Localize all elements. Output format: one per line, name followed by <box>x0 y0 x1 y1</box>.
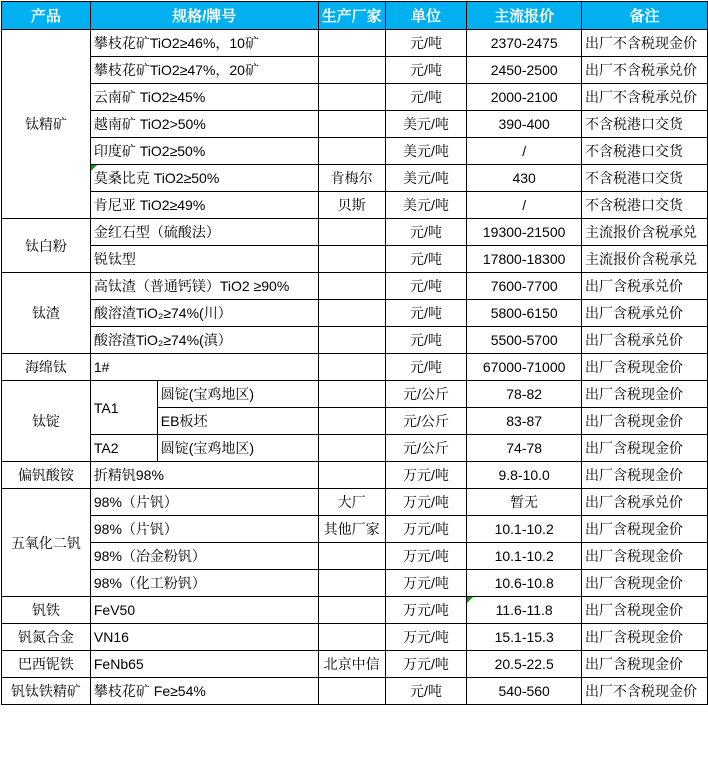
price-cell: 5500-5700 <box>467 327 582 354</box>
table-row <box>2 138 708 165</box>
header-note: 备注 <box>582 2 708 30</box>
spec-cell: 高钛渣（普通钙镁）TiO2 ≥90% <box>90 273 318 300</box>
note-cell: 出厂含税承兑价 <box>582 327 708 354</box>
spec-cell: 肯尼亚 TiO2≥49% <box>90 192 318 219</box>
note-cell: 不含税港口交货 <box>582 111 708 138</box>
unit-cell: 万元/吨 <box>385 570 467 597</box>
maker-cell <box>318 462 385 489</box>
maker-cell <box>318 300 385 327</box>
spec-cell: 金红石型（硫酸法） <box>90 219 318 246</box>
spec-cell: 锐钛型 <box>90 246 318 273</box>
maker-cell <box>318 273 385 300</box>
product-cell: 钒钛铁精矿 <box>2 678 91 705</box>
maker-cell <box>318 84 385 111</box>
spec-cell: 酸溶渣TiO₂≥74%(川） <box>90 300 318 327</box>
note-cell: 出厂不含税承兑价 <box>582 84 708 111</box>
note-cell: 出厂含税现金价 <box>582 651 708 678</box>
spec-cell: 折精钒98% <box>90 462 318 489</box>
header-unit: 单位 <box>385 2 467 30</box>
product-cell: 巴西铌铁 <box>2 651 91 678</box>
product-cell: 钒铁 <box>2 597 91 624</box>
maker-cell <box>318 624 385 651</box>
price-cell: / <box>467 138 582 165</box>
spec-cell: 攀枝花矿 Fe≥54% <box>90 678 318 705</box>
unit-cell: 元/吨 <box>385 678 467 705</box>
table-row <box>2 543 708 570</box>
table-row <box>2 300 708 327</box>
unit-cell: 元/吨 <box>385 273 467 300</box>
spec-cell: 圆锭(宝鸡地区) <box>157 381 318 408</box>
unit-cell: 元/吨 <box>385 246 467 273</box>
maker-cell <box>318 327 385 354</box>
note-cell: 出厂含税承兑价 <box>582 300 708 327</box>
spec-cell: FeV50 <box>90 597 318 624</box>
maker-cell <box>318 30 385 57</box>
note-cell: 出厂含税现金价 <box>582 354 708 381</box>
header-maker: 生产厂家 <box>318 2 385 30</box>
price-cell: 2370-2475 <box>467 30 582 57</box>
unit-cell: 万元/吨 <box>385 651 467 678</box>
spec-cell: 1# <box>90 354 318 381</box>
table-row <box>2 219 708 246</box>
price-table <box>1 1 708 705</box>
unit-cell: 元/吨 <box>385 300 467 327</box>
price-cell: 5800-6150 <box>467 300 582 327</box>
price-cell: 19300-21500 <box>467 219 582 246</box>
spec-cell: 98%（片钒） <box>90 489 318 516</box>
unit-cell: 元/吨 <box>385 354 467 381</box>
unit-cell: 万元/吨 <box>385 516 467 543</box>
table-row <box>2 165 708 192</box>
note-cell: 出厂含税现金价 <box>582 543 708 570</box>
note-cell: 出厂含税承兑价 <box>582 273 708 300</box>
comment-indicator-icon <box>91 165 97 171</box>
spec-cell: 印度矿 TiO2≥50% <box>90 138 318 165</box>
header-spec: 规格/牌号 <box>90 2 318 30</box>
maker-cell <box>318 354 385 381</box>
price-text: 11.6-11.8 <box>495 602 553 618</box>
price-cell: 2450-2500 <box>467 57 582 84</box>
note-cell: 出厂含税现金价 <box>582 597 708 624</box>
table-row <box>2 435 708 462</box>
maker-cell <box>318 381 385 408</box>
spec-cell: 云南矿 TiO2≥45% <box>90 84 318 111</box>
unit-cell: 美元/吨 <box>385 111 467 138</box>
table-row <box>2 651 708 678</box>
note-cell: 不含税港口交货 <box>582 165 708 192</box>
unit-cell: 元/吨 <box>385 84 467 111</box>
note-cell: 出厂含税现金价 <box>582 516 708 543</box>
maker-cell <box>318 111 385 138</box>
maker-cell <box>318 435 385 462</box>
grade-cell: TA1 <box>90 381 157 435</box>
unit-cell: 元/公斤 <box>385 435 467 462</box>
note-cell: 主流报价含税承兑 <box>582 219 708 246</box>
product-cell: 钒氮合金 <box>2 624 91 651</box>
spec-cell: 酸溶渣TiO₂≥74%(滇） <box>90 327 318 354</box>
maker-cell <box>318 408 385 435</box>
table-row <box>2 192 708 219</box>
note-cell: 出厂含税现金价 <box>582 462 708 489</box>
price-cell: 2000-2100 <box>467 84 582 111</box>
price-cell: 10.6-10.8 <box>467 570 582 597</box>
maker-cell <box>318 597 385 624</box>
unit-cell: 美元/吨 <box>385 165 467 192</box>
price-cell: 10.1-10.2 <box>467 543 582 570</box>
maker-cell <box>318 543 385 570</box>
price-cell: 78-82 <box>467 381 582 408</box>
price-cell: 74-78 <box>467 435 582 462</box>
maker-cell <box>318 570 385 597</box>
price-cell: 17800-18300 <box>467 246 582 273</box>
note-cell: 出厂含税现金价 <box>582 408 708 435</box>
unit-cell: 元/吨 <box>385 327 467 354</box>
price-cell: 9.8-10.0 <box>467 462 582 489</box>
maker-cell: 北京中信 <box>318 651 385 678</box>
spec-text: 莫桑比克 TiO2≥50% <box>93 170 220 186</box>
product-cell: 偏钒酸铵 <box>2 462 91 489</box>
note-cell: 出厂含税现金价 <box>582 570 708 597</box>
table-row <box>2 570 708 597</box>
spec-cell: 越南矿 TiO2>50% <box>90 111 318 138</box>
note-cell: 出厂不含税承兑价 <box>582 57 708 84</box>
table-row <box>2 30 708 57</box>
table-row <box>2 57 708 84</box>
product-cell: 海绵钛 <box>2 354 91 381</box>
maker-cell: 贝斯 <box>318 192 385 219</box>
unit-cell: 万元/吨 <box>385 543 467 570</box>
price-cell: 390-400 <box>467 111 582 138</box>
product-cell: 钛白粉 <box>2 219 91 273</box>
table-row <box>2 678 708 705</box>
header-row <box>2 2 708 30</box>
table-row <box>2 489 708 516</box>
price-cell: 15.1-15.3 <box>467 624 582 651</box>
spec-cell: 98%（片钒） <box>90 516 318 543</box>
spec-cell: 98%（化工粉钒） <box>90 570 318 597</box>
note-cell: 出厂含税现金价 <box>582 624 708 651</box>
unit-cell: 万元/吨 <box>385 624 467 651</box>
unit-cell: 元/吨 <box>385 219 467 246</box>
table-row <box>2 354 708 381</box>
unit-cell: 万元/吨 <box>385 489 467 516</box>
maker-cell <box>318 138 385 165</box>
spec-cell <box>90 165 318 192</box>
spec-cell: 攀枝花矿TiO2≥47%，20矿 <box>90 57 318 84</box>
table-row <box>2 597 708 624</box>
spec-cell: FeNb65 <box>90 651 318 678</box>
price-cell: 10.1-10.2 <box>467 516 582 543</box>
price-cell: 83-87 <box>467 408 582 435</box>
maker-cell: 大厂 <box>318 489 385 516</box>
product-cell: 五氧化二钒 <box>2 489 91 597</box>
spec-cell: 98%（冶金粉钒） <box>90 543 318 570</box>
product-cell: 钛锭 <box>2 381 91 462</box>
note-cell: 不含税港口交货 <box>582 192 708 219</box>
table-row <box>2 84 708 111</box>
unit-cell: 元/吨 <box>385 30 467 57</box>
note-cell: 主流报价含税承兑 <box>582 246 708 273</box>
unit-cell: 美元/吨 <box>385 138 467 165</box>
grade-cell: TA2 <box>90 435 157 462</box>
header-product: 产品 <box>2 2 91 30</box>
unit-cell: 元/吨 <box>385 57 467 84</box>
maker-cell <box>318 678 385 705</box>
table-row <box>2 516 708 543</box>
note-cell: 出厂含税现金价 <box>582 381 708 408</box>
table-row <box>2 111 708 138</box>
unit-cell: 美元/吨 <box>385 192 467 219</box>
header-price: 主流报价 <box>467 2 582 30</box>
price-cell: 7600-7700 <box>467 273 582 300</box>
price-cell: 67000-71000 <box>467 354 582 381</box>
price-cell: 540-560 <box>467 678 582 705</box>
table-row <box>2 246 708 273</box>
price-cell <box>467 597 582 624</box>
note-cell: 不含税港口交货 <box>582 138 708 165</box>
table-row <box>2 381 708 408</box>
maker-cell: 肯梅尔 <box>318 165 385 192</box>
price-cell: 20.5-22.5 <box>467 651 582 678</box>
unit-cell: 元/公斤 <box>385 381 467 408</box>
maker-cell <box>318 219 385 246</box>
maker-cell <box>318 246 385 273</box>
spec-cell: 圆锭(宝鸡地区) <box>157 435 318 462</box>
unit-cell: 元/公斤 <box>385 408 467 435</box>
product-cell: 钛渣 <box>2 273 91 354</box>
price-cell: 暂无 <box>467 489 582 516</box>
note-cell: 出厂含税现金价 <box>582 435 708 462</box>
table-row <box>2 273 708 300</box>
spec-cell: EB板坯 <box>157 408 318 435</box>
table-row <box>2 327 708 354</box>
comment-indicator-icon <box>467 597 473 603</box>
price-cell: / <box>467 192 582 219</box>
table-row <box>2 462 708 489</box>
product-cell: 钛精矿 <box>2 30 91 219</box>
note-cell: 出厂不含税现金价 <box>582 30 708 57</box>
table-row <box>2 624 708 651</box>
unit-cell: 万元/吨 <box>385 597 467 624</box>
note-cell: 出厂含税承兑价 <box>582 489 708 516</box>
spec-cell: 攀枝花矿TiO2≥46%，10矿 <box>90 30 318 57</box>
maker-cell: 其他厂家 <box>318 516 385 543</box>
price-cell: 430 <box>467 165 582 192</box>
unit-cell: 万元/吨 <box>385 462 467 489</box>
spec-cell: VN16 <box>90 624 318 651</box>
note-cell: 出厂不含税现金价 <box>582 678 708 705</box>
maker-cell <box>318 57 385 84</box>
